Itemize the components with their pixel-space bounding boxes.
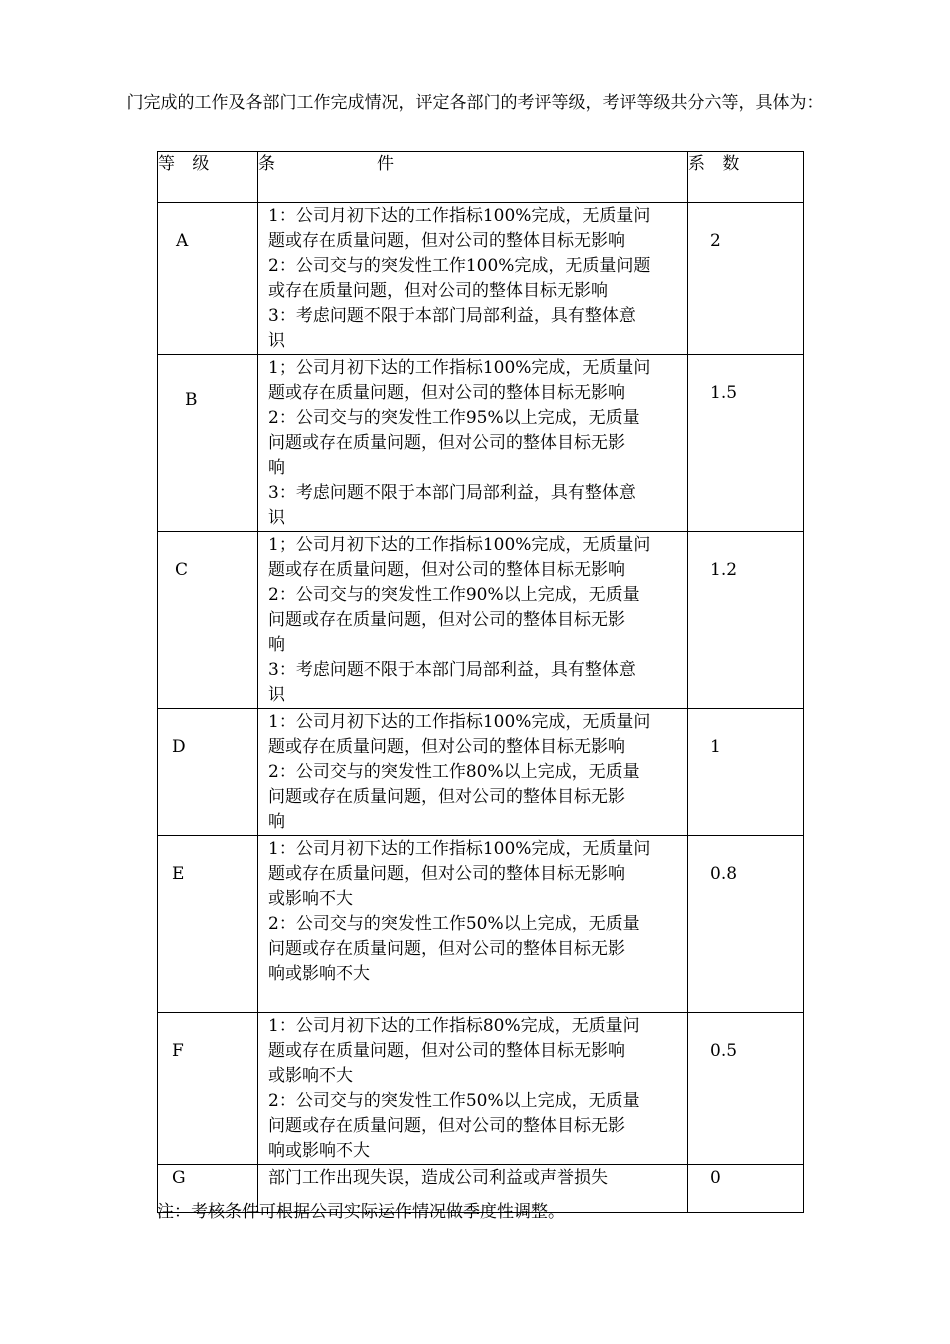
coefficient-value: 0.5 <box>710 1041 738 1061</box>
table-header-row <box>158 152 804 203</box>
coefficient-cell <box>688 203 804 355</box>
table-row <box>158 532 804 709</box>
coefficient-cell <box>688 1165 804 1213</box>
grade-value: G <box>172 1168 186 1188</box>
condition-line: 或影响不大 <box>268 1066 353 1086</box>
condition-cell <box>258 1013 688 1165</box>
condition-cell <box>258 836 688 1013</box>
coefficient-cell <box>688 709 804 836</box>
condition-line: 1；公司月初下达的工作指标100%完成，无质量问 <box>268 358 651 378</box>
grade-cell <box>158 1013 258 1165</box>
grade-value: A <box>176 231 189 251</box>
grade-cell <box>158 532 258 709</box>
condition-line: 响 <box>268 458 285 478</box>
condition-line: 响 <box>268 635 285 655</box>
grade-value: F <box>172 1041 184 1061</box>
condition-line: 2：公司交与的突发性工作50%以上完成，无质量 <box>268 914 640 934</box>
grade-cell <box>158 709 258 836</box>
condition-line: 1：公司月初下达的工作指标100%完成，无质量问 <box>268 712 651 732</box>
header-condition-part1: 条 <box>258 154 275 174</box>
condition-line: 1：公司月初下达的工作指标100%完成，无质量问 <box>268 206 651 226</box>
condition-line: 题或存在质量问题，但对公司的整体目标无影响 <box>268 383 625 403</box>
condition-line: 题或存在质量问题，但对公司的整体目标无影响 <box>268 231 625 251</box>
header-coefficient: 系 数 <box>688 152 804 203</box>
condition-line: 2：公司交与的突发性工作100%完成，无质量问题 <box>268 256 651 276</box>
coefficient-value: 1.5 <box>710 383 738 403</box>
table-row <box>158 836 804 1013</box>
condition-line: 2：公司交与的突发性工作90%以上完成，无质量 <box>268 585 640 605</box>
coefficient-value: 1 <box>710 737 721 757</box>
condition-line: 部门工作出现失误，造成公司利益或声誉损失 <box>268 1168 608 1188</box>
condition-line: 识 <box>268 685 285 705</box>
grade-cell <box>158 836 258 1013</box>
condition-line: 1：公司月初下达的工作指标100%完成，无质量问 <box>268 839 651 859</box>
table-row <box>158 355 804 532</box>
condition-line: 题或存在质量问题，但对公司的整体目标无影响 <box>268 737 625 757</box>
condition-line: 3：考虑问题不限于本部门局部利益，具有整体意 <box>268 483 636 503</box>
condition-line: 1；公司月初下达的工作指标100%完成，无质量问 <box>268 535 651 555</box>
condition-cell <box>258 355 688 532</box>
coefficient-cell <box>688 355 804 532</box>
coefficient-value: 0.8 <box>710 864 738 884</box>
header-condition-part2: 件 <box>377 154 394 174</box>
condition-line: 问题或存在质量问题，但对公司的整体目标无影 <box>268 433 625 453</box>
condition-line: 题或存在质量问题，但对公司的整体目标无影响 <box>268 1041 625 1061</box>
condition-cell <box>258 203 688 355</box>
table-row <box>158 709 804 836</box>
condition-line: 响 <box>268 812 285 832</box>
condition-line: 响或影响不大 <box>268 964 370 984</box>
condition-cell <box>258 709 688 836</box>
condition-line: 2：公司交与的突发性工作95%以上完成，无质量 <box>268 408 640 428</box>
header-condition <box>258 152 688 203</box>
condition-line: 1：公司月初下达的工作指标80%完成，无质量问 <box>268 1016 640 1036</box>
table-row <box>158 1013 804 1165</box>
grade-value: B <box>185 390 198 410</box>
coefficient-cell <box>688 836 804 1013</box>
condition-line: 响或影响不大 <box>268 1141 370 1161</box>
coefficient-cell <box>688 1013 804 1165</box>
condition-line: 2：公司交与的突发性工作80%以上完成，无质量 <box>268 762 640 782</box>
condition-line: 3：考虑问题不限于本部门局部利益，具有整体意 <box>268 660 636 680</box>
grade-cell <box>158 203 258 355</box>
grade-value: E <box>172 864 185 884</box>
condition-line: 问题或存在质量问题，但对公司的整体目标无影 <box>268 610 625 630</box>
coefficient-value: 0 <box>710 1168 721 1188</box>
condition-line: 问题或存在质量问题，但对公司的整体目标无影 <box>268 939 625 959</box>
intro-paragraph: 门完成的工作及各部门工作完成情况，评定各部门的考评等级，考评等级共分六等，具体为： <box>126 93 824 113</box>
grade-cell <box>158 355 258 532</box>
condition-line: 问题或存在质量问题，但对公司的整体目标无影 <box>268 1116 625 1136</box>
condition-line: 题或存在质量问题，但对公司的整体目标无影响 <box>268 560 625 580</box>
coefficient-value: 1.2 <box>710 560 738 580</box>
condition-cell <box>258 532 688 709</box>
condition-line: 识 <box>268 508 285 528</box>
condition-line: 问题或存在质量问题，但对公司的整体目标无影 <box>268 787 625 807</box>
grade-value: D <box>172 737 186 757</box>
grade-table <box>157 151 804 1213</box>
coefficient-value: 2 <box>710 231 721 251</box>
condition-line: 或影响不大 <box>268 889 353 909</box>
condition-line: 识 <box>268 331 285 351</box>
header-grade: 等 级 <box>158 152 258 203</box>
condition-line: 2：公司交与的突发性工作50%以上完成，无质量 <box>268 1091 640 1111</box>
grade-value: C <box>175 560 189 580</box>
footnote: 注：考核条件可根据公司实际运作情况做季度性调整。 <box>157 1202 565 1222</box>
condition-line: 题或存在质量问题，但对公司的整体目标无影响 <box>268 864 625 884</box>
condition-line: 或存在质量问题，但对公司的整体目标无影响 <box>268 281 608 301</box>
coefficient-cell <box>688 532 804 709</box>
condition-line: 3：考虑问题不限于本部门局部利益，具有整体意 <box>268 306 636 326</box>
table-row <box>158 203 804 355</box>
